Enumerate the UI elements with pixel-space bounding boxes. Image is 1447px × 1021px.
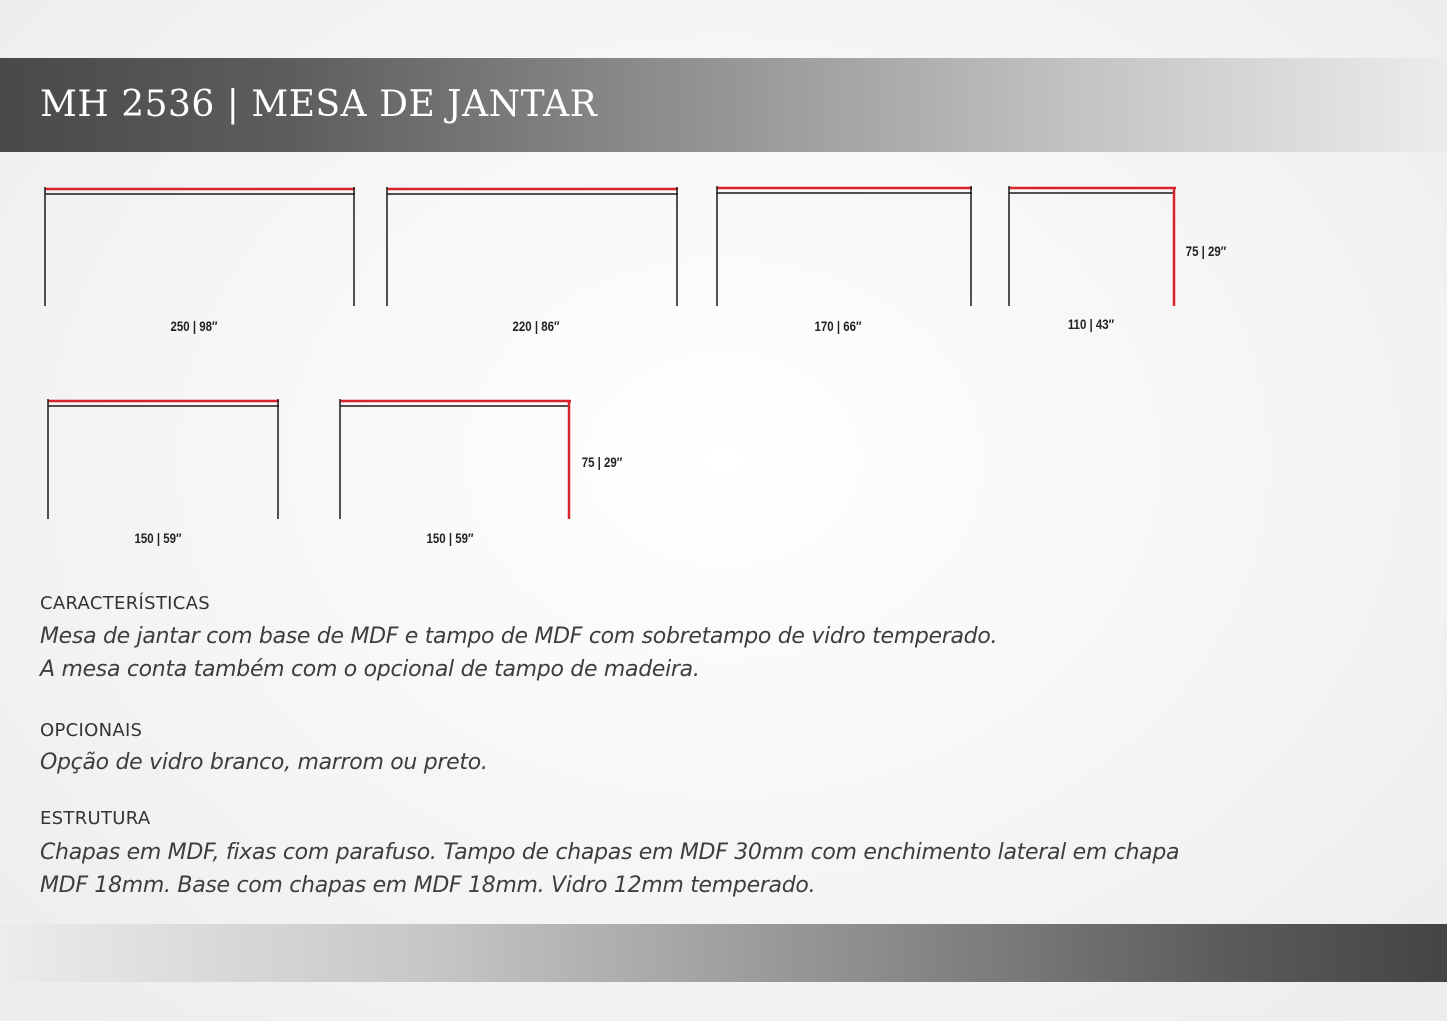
estrutura-title: ESTRUTURA [40, 808, 151, 829]
width-label-2: 220 | 86″ [512, 317, 560, 335]
opcionais-text [40, 746, 488, 779]
caracteristicas-line-1: Mesa de jantar com base de MDF e tampo de MDF com sobretampo de vidro temperado. [40, 624, 998, 649]
page-title: MH 2536 | MESA DE JANTAR [40, 84, 598, 125]
caracteristicas-text [40, 620, 997, 686]
table-drawing-220 [387, 187, 678, 334]
caracteristicas-title: CARACTERÍSTICAS [40, 593, 210, 614]
opcionais-line-1: Opção de vidro branco, marrom ou preto. [40, 750, 488, 775]
footer-band [0, 924, 1447, 982]
table-drawing-150-a [48, 399, 279, 546]
width-label-5: 150 | 59″ [134, 529, 182, 547]
table-drawing-110 [1009, 186, 1226, 332]
opcionais-title: OPCIONAIS [40, 720, 143, 741]
width-label-6: 150 | 59″ [426, 529, 474, 547]
height-label-row2: 75 | 29″ [581, 453, 623, 471]
width-label-4: 110 | 43″ [1067, 315, 1115, 333]
estrutura-line-2: MDF 18mm. Base com chapas em MDF 18mm. Vidro 12mm temperado. [40, 873, 816, 898]
width-label-3: 170 | 66″ [814, 317, 862, 335]
caracteristicas-line-2: A mesa conta também com o opcional de tampo de madeira. [40, 657, 700, 682]
estrutura-text [40, 836, 1179, 902]
width-label-1: 250 | 98″ [170, 317, 218, 335]
table-drawing-170 [717, 186, 972, 334]
table-drawing-150-b [340, 399, 622, 546]
table-drawing-250 [45, 187, 355, 334]
estrutura-line-1: Chapas em MDF, fixas com parafuso. Tampo de chapas em MDF 30mm com enchimento lateral em chapa [40, 840, 1180, 865]
height-label-row1: 75 | 29″ [1185, 242, 1227, 260]
